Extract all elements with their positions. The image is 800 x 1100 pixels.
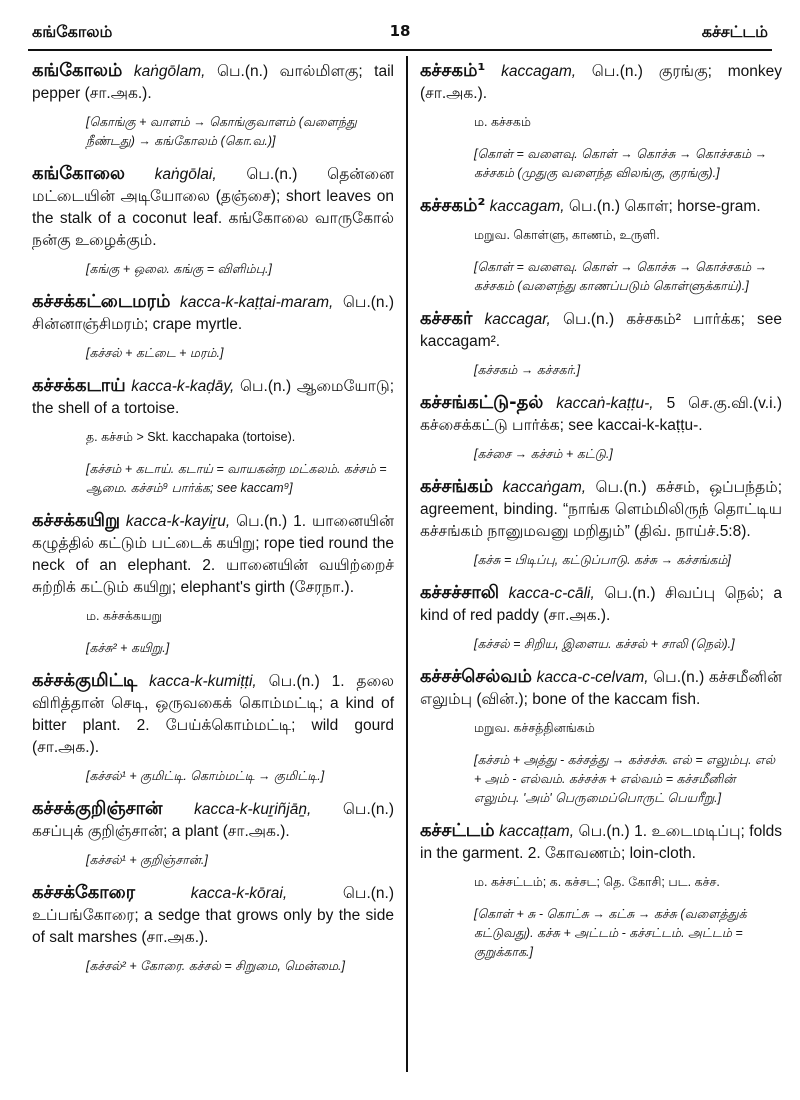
dictionary-entry [420,666,782,711]
etymology-note: [கச்சகம் → கச்சகர்.] [474,363,581,377]
entry-transliteration: kacca-k-kuṟiñjāṉ, [194,801,312,818]
page-header [32,22,768,44]
etymology-note: [கச்சல் = சிறிய, இளைய. கச்சல் + சாலி (நெல்).] [474,637,735,651]
entry-transliteration: kacca-c-cāli, [508,585,595,602]
entry-transliteration: kacca-k-kōrai, [190,885,288,902]
entry-transliteration: kaccagam, [489,198,565,215]
entry-headword: கச்சக்கட்டைமரம் [32,291,171,312]
entry-part-of-speech: பெ.(n.) [595,479,647,496]
left-column [32,60,394,988]
entry-part-of-speech: பெ.(n.) [342,801,394,818]
etymology-note: [கொள் + சு - கொட்சு → கட்சு → கச்சு (வளைத்துக் கட்டுவது). கச்சு + அட்டம் - கச்சட்டம். அட்டம் = குறுக்காக.] [474,907,747,959]
header-right-guideword: கச்சட்டம் [701,22,768,41]
dictionary-entry [32,670,394,759]
etymology-note: [கச்சு² + கயிறு.] [86,641,170,655]
entry-part-of-speech: பெ.(n.) [578,823,630,840]
etymology-note: [கச்சல் + கட்டை + மரம்.] [86,346,224,360]
entry-headword: கச்சங்கம் [420,476,494,497]
entry-headword: கச்சகம்² [420,195,486,216]
entry-part-of-speech: பெ.(n.) [591,63,643,80]
etymology-note: [கொள் = வளைவு. கொள் → கொச்சு → கொச்சகம் → கச்சகம் (வளைந்து காணப்படும் கொள்ளுக்காய்).] [474,260,768,293]
entry-part-of-speech: பெ.(n.) [568,198,621,215]
etymology-note: [கச்சம் + அத்து - கச்சத்து → கச்சச்சு. எல் = எலும்பு. எல் + அம் - எல்வம். கச்சச்சு + எல்வம் = கச்சமீனின் எலும்பு. 'அம்' பெருமைப்பொருட் பெயரீறு.] [474,753,776,805]
entry-part-of-speech: பெ.(n.) [239,378,292,395]
entry-transliteration: kaccaṭṭam, [499,823,575,840]
entry-definition: தென்னை மட்டையின் அடியோலை (தஞ்சை); short leaves on the stalk of a coconut leaf. கங்கோலை வாருகோல் நன்கு உழைக்கும். [32,166,395,249]
entry-definition: 1. யானையின் கழுத்தில் கட்டும் பட்டைக் கயிறு; rope tied round the neck of an elephant. 2. யானையின் வயிற்றைச் சுற்றிக் கட்டும் கயிறு; elephant's girth (சேரநா.). [32,513,395,596]
etymology-note: [கச்சை → கச்சம் + கட்டு.] [474,447,613,461]
etymology-note: [கச்சு = பிடிப்பு, கட்டுப்பாடு. கச்சு → கச்சங்கம்] [474,553,731,567]
entry-transliteration: kacca-k-kaḍāy, [131,378,235,395]
dictionary-entry [32,291,394,336]
cognate-reference: ம. கச்சகம் [474,115,531,129]
etymology-note: [கொங்கு + வாளம் → கொங்குவாளம் (வளைந்து நீண்டது) → கங்கோலம் (கொ.வ.)] [86,115,357,148]
entry-part-of-speech: பெ.(n.) [604,585,656,602]
dictionary-entry [32,375,394,420]
entry-headword: கச்சச்சாலி [420,582,500,603]
etymology-note: [கச்சல்¹ + குமிட்டி. கொம்மட்டி → குமிட்டி.] [86,769,325,783]
entry-part-of-speech: பெ.(n.) [236,513,288,530]
entry-headword: கங்கோலை [32,163,125,184]
entry-headword: கச்சக்குறிஞ்சான் [32,798,163,819]
entry-transliteration: kacca-k-kaṭṭai-maram, [179,294,334,311]
entry-definition: கொள்; horse-gram. [624,198,761,215]
entry-headword: கச்சச்செல்வம் [420,666,533,687]
entry-definition: கச்சமீனின் எலும்பு (வின்.); bone of the kaccam fish. [420,669,782,708]
entry-transliteration: kaṅgōlai, [154,166,217,183]
entry-headword: கங்கோலம் [32,60,123,81]
entry-headword: கச்சகர் [420,308,473,329]
entry-part-of-speech: பெ.(n.) [562,311,615,328]
dictionary-entry [32,60,394,105]
dictionary-entry [32,798,394,843]
entry-part-of-speech: பெ.(n.) [342,885,394,902]
entry-definition: சிவப்பு நெல்; a kind of red paddy (சா.அக.). [420,585,782,624]
entry-headword: கச்சக்கயிறு [32,510,120,531]
cognate-reference: மறுவ. கொள்ளு, காணம், உருளி. [474,228,660,242]
entry-headword: கச்சக்குமிட்டி [32,670,138,691]
header-left-guideword: கங்கோலம் [32,22,113,41]
entry-headword: கச்சகம்¹ [420,60,486,81]
entry-transliteration: kaccagam, [501,63,577,80]
dictionary-entry [420,60,782,105]
entry-headword: கச்சக்கடாய் [32,375,126,396]
cognate-reference: த. கச்சம் > Skt. kacchapaka (tortoise). [86,430,296,444]
etymology-note: [கச்சல்² + கோரை. கச்சல் = சிறுமை, மென்மை.] [86,959,346,973]
entry-part-of-speech: பெ.(n.) [268,673,320,690]
cognate-reference: ம. கச்சட்டம்; க. கச்சட; தெ. கோசி; பட. கச்ச. [474,875,720,889]
entry-definition: கசப்புக் குறிஞ்சான்; a plant (சா.அக.). [32,823,290,840]
entry-part-of-speech: பெ.(n.) [246,166,298,183]
entry-transliteration: kaccagar, [484,311,551,328]
dictionary-entry [420,195,782,218]
entry-definition: வால்மிளகு; tail pepper (சா.அக.). [32,63,394,102]
dictionary-entry [32,163,394,252]
etymology-note: [கச்சம் + கடாய். கடாய் = வாயகன்ற மட்கலம். கச்சம் = ஆமை. கச்சம்⁹ பார்க்க; see kaccam⁹] [86,462,387,495]
dictionary-entry [32,510,394,599]
etymology-note: [கொள் = வளைவு. கொள் → கொச்சு → கொச்சகம் → கச்சகம் (முதுகு வளைந்த விலங்கு, குரங்கு).] [474,147,768,180]
entry-part-of-speech: 5 செ.கு.வி.(v.i.) [666,395,783,412]
entry-definition: உப்பங்கோரை; a sedge that grows only by the side of salt marshes (சா.அக.). [32,907,394,946]
column-separator [406,56,408,1072]
entry-headword: கச்சட்டம் [420,820,495,841]
entry-definition: கச்சம், ஒப்பந்தம்; agreement, binding. “நாங்க ளெம்மிலிருந் தொட்டிய கச்சங்கம் நானுமவனு மறிதும்” (திவ். நாய்ச்.5:8). [420,479,782,540]
cognate-reference: மறுவ. கச்சத்தினங்கம் [474,721,595,735]
dictionary-entry [420,820,782,865]
cognate-reference: ம. கச்சக்கயறு [86,609,163,623]
entry-transliteration: kacca-k-kayiṟu, [125,513,231,530]
entry-part-of-speech: பெ.(n.) [653,669,705,686]
entry-definition: 1. உடைமடிப்பு; folds in the garment. 2. கோவணம்; loin-cloth. [420,823,783,862]
entry-transliteration: kaccaṅgam, [502,479,587,496]
page-number: 18 [389,22,411,40]
etymology-note: [கச்சல்¹ + குறிஞ்சான்.] [86,853,208,867]
entry-transliteration: kaṅgōlam, [133,63,206,80]
entry-transliteration: kacca-k-kumiṭṭi, [149,673,257,690]
dictionary-entry [420,308,782,353]
entry-transliteration: kacca-c-celvam, [536,669,649,686]
entry-transliteration: kaccaṅ-kaṭṭu-, [556,395,654,412]
entry-definition: கச்சகம்² பார்க்க; see kaccagam². [420,311,782,350]
entry-definition: குரங்கு; monkey (சா.அக.). [420,63,782,102]
dictionary-entry [420,582,782,627]
entry-definition: சின்னாஞ்சிமரம்; crape myrtle. [32,316,243,333]
dictionary-entry [32,882,394,949]
entry-definition: ஆமையோடு; the shell of a tortoise. [32,378,394,417]
entry-headword: கச்சக்கோரை [32,882,135,903]
entry-part-of-speech: பெ.(n.) [342,294,394,311]
header-rule [28,49,772,51]
entry-part-of-speech: பெ.(n.) [216,63,269,80]
entry-definition: கச்சைக்கட்டு பார்க்க; see kaccai-k-kaṭṭu-. [420,417,703,434]
etymology-note: [கங்கு + ஒலை. கங்கு = விளிம்பு.] [86,262,272,276]
entry-definition: 1. தலை விரித்தான் செடி, ஒருவகைக் கொம்மட்டி; a kind of bitter plant. 2. பேய்க்கொம்மட்டி; wild gourd (சா.அக.). [32,673,394,756]
dictionary-entry [420,476,782,543]
dictionary-entry [420,392,782,437]
right-column [420,60,782,974]
entry-headword: கச்சங்கட்டு-தல் [420,392,544,413]
